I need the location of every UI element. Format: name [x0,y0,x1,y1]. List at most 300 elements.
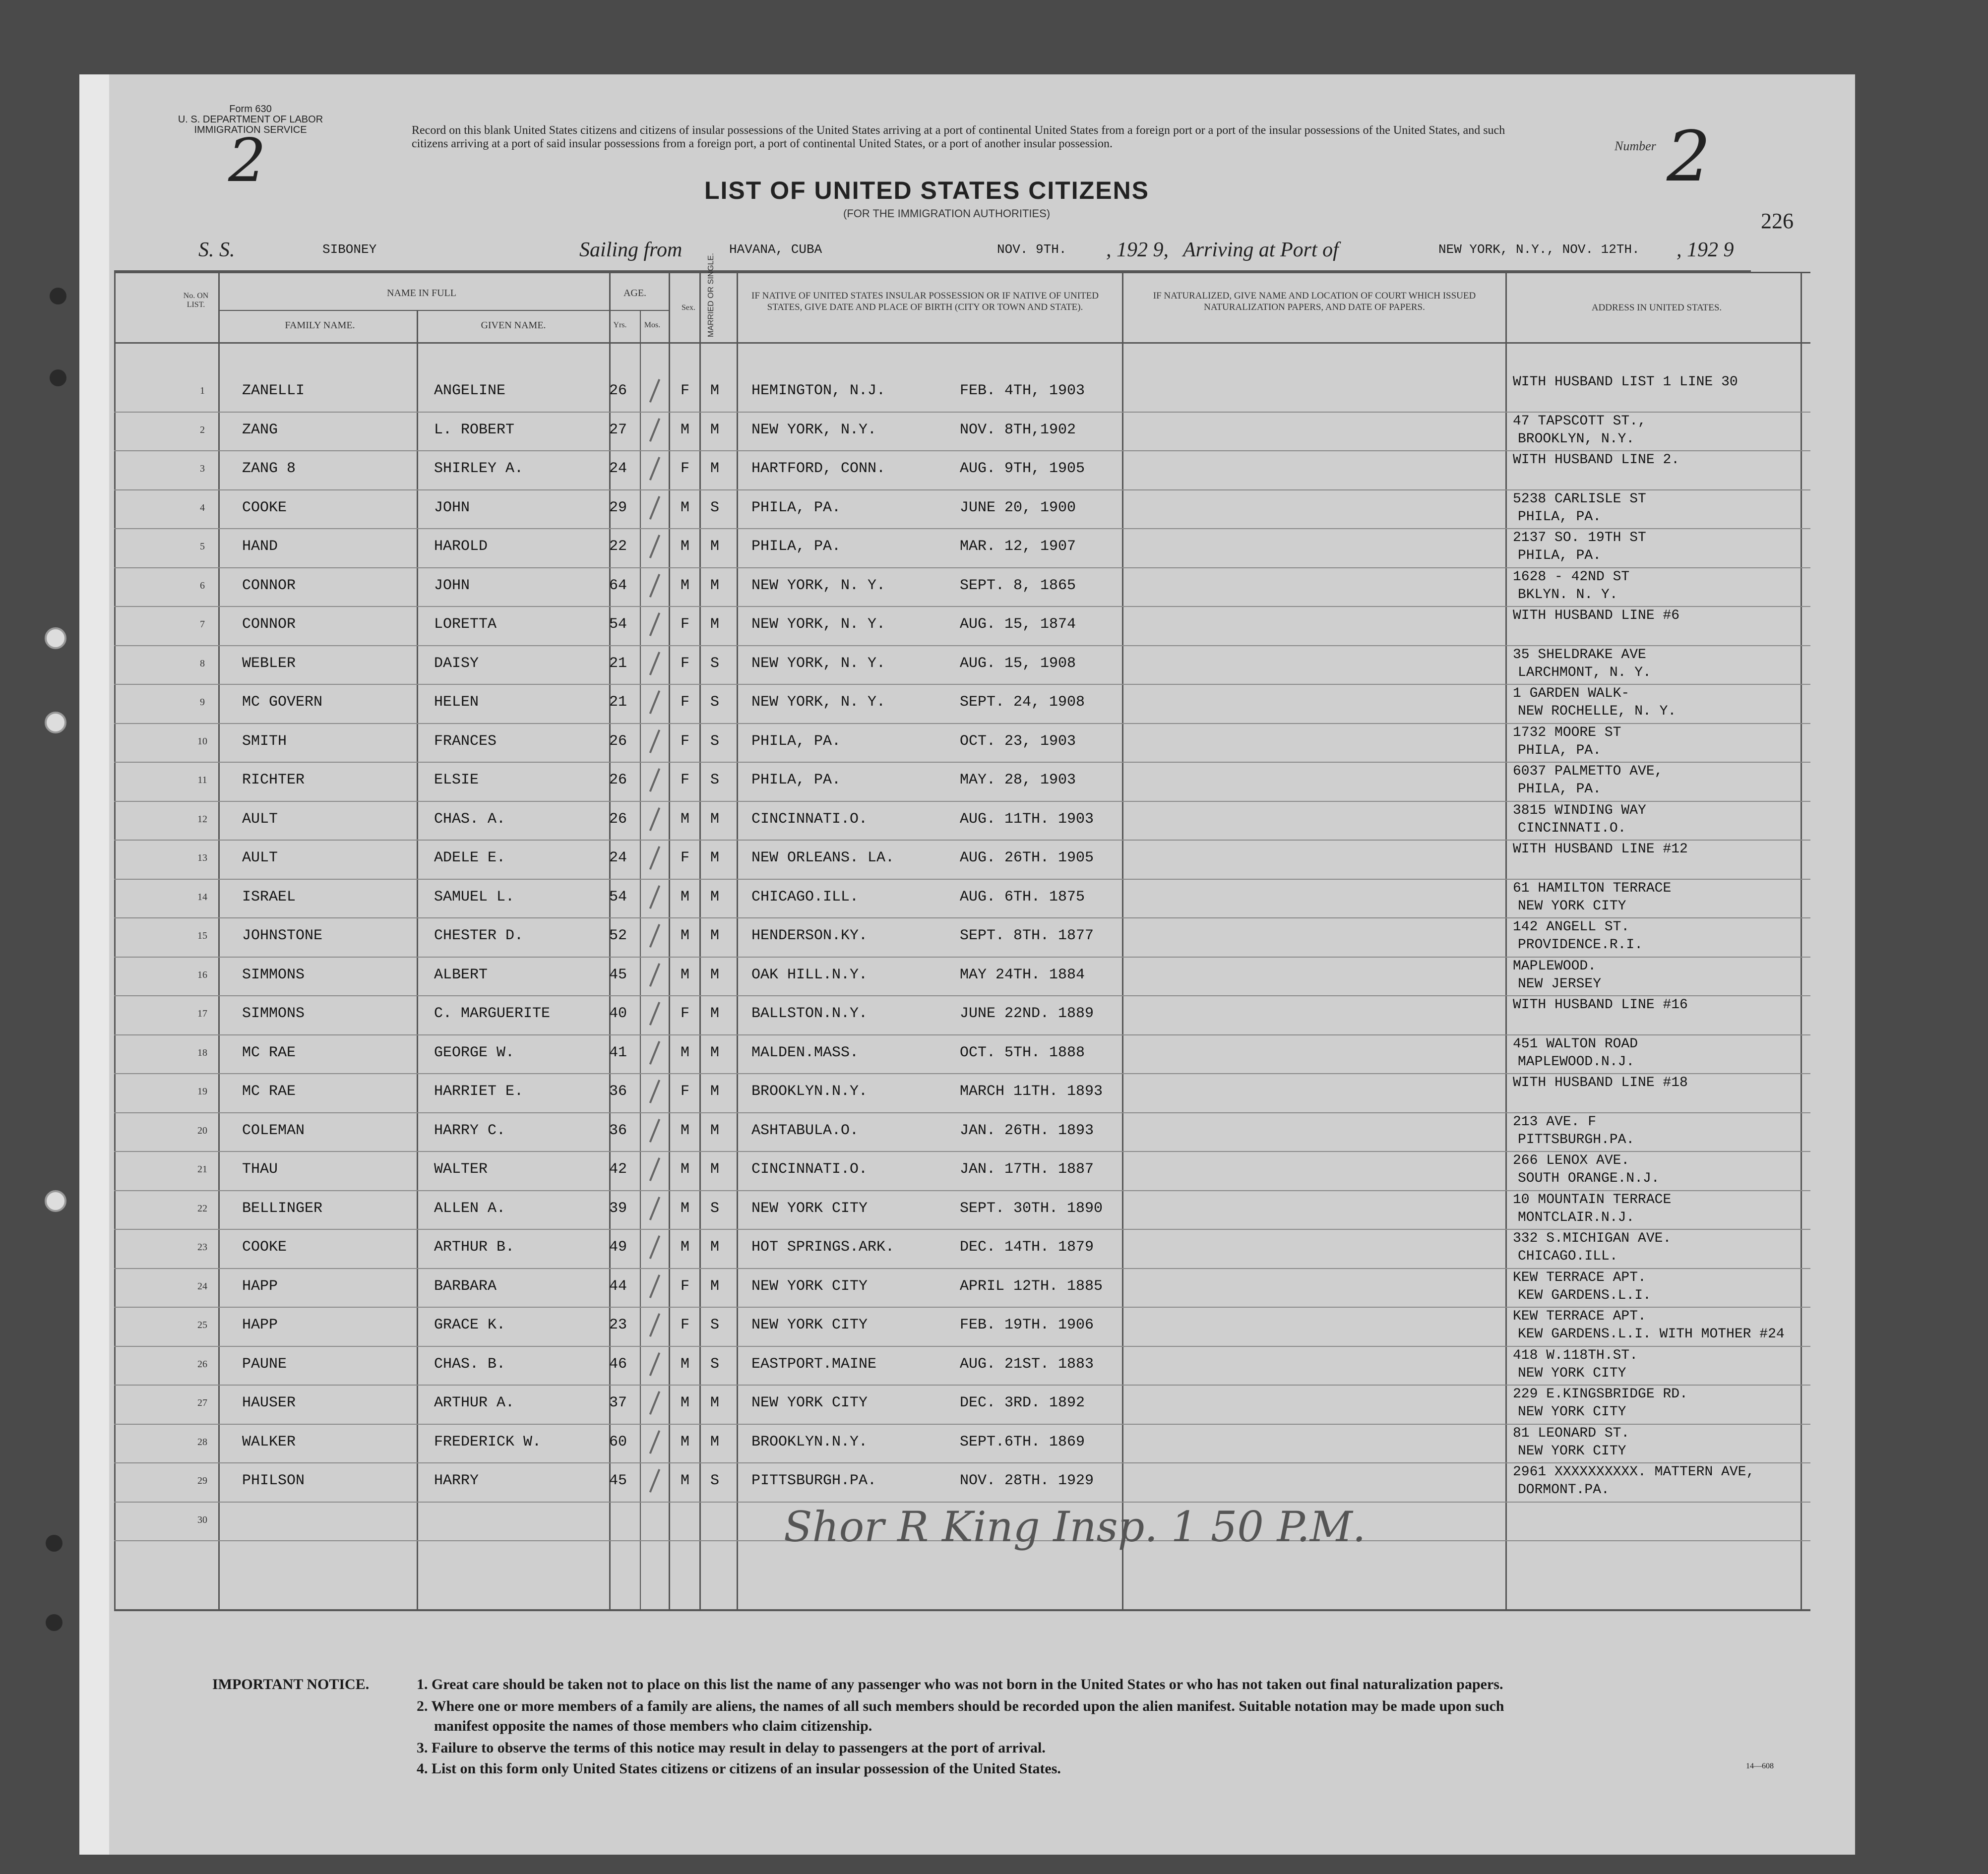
given-name: ELSIE [434,772,479,788]
table-row [0,1075,1988,1114]
sex: F [681,849,690,866]
age-years: 36 [609,1122,627,1139]
address-line-1: 418 W.118TH.ST. [1513,1347,1638,1363]
marital-status: M [710,421,720,438]
notice-item-2-cont: manifest opposite the names of those members who claim citizenship. [434,1718,872,1734]
sex: M [681,538,690,555]
checkmark-icon [649,924,660,948]
table-row [0,1036,1988,1075]
table-row [0,1387,1988,1425]
birth-place: BROOKLYN.N.Y. [751,1083,868,1100]
birth-date: OCT. 23, 1903 [960,732,1076,750]
checkmark-icon [649,652,660,675]
table-row [0,414,1988,452]
marital-status: S [710,1472,720,1489]
row-rule [114,1462,1810,1463]
checkmark-icon [649,496,660,520]
birth-place: NEW YORK, N. Y. [751,655,886,672]
sex: F [681,772,690,788]
birth-place: BALLSTON.N.Y. [751,1005,868,1022]
family-name: HAPP [242,1277,278,1295]
given-name: HARRY C. [434,1122,506,1139]
address-line-1: 3815 WINDING WAY [1513,802,1646,818]
marital-status: S [710,655,720,672]
address-line-2: NEW ROCHELLE, N. Y. [1518,704,1677,719]
checkmark-icon [649,885,660,909]
col-mos: Mos. [644,321,661,329]
marital-status: S [710,732,720,750]
given-name: ARTHUR B. [434,1239,515,1256]
birth-place: PHILA, PA. [751,538,841,555]
family-name: SIMMONS [242,966,305,983]
marital-status: M [710,966,720,983]
ss-label: S. S. [198,239,235,261]
age-years: 26 [609,382,627,399]
marital-status: S [710,694,720,711]
table-row [0,1114,1988,1153]
birth-date: DEC. 3RD. 1892 [960,1394,1085,1411]
row-rule [114,1151,1810,1152]
age-years: 26 [609,772,627,788]
given-name: CHESTER D. [434,927,524,944]
address-line-1: 2961 XXXXXXXXXX. MATTERN AVE, [1513,1464,1755,1480]
birth-place: NEW YORK, N. Y. [751,577,886,594]
page-subtitle: (FOR THE IMMIGRATION AUTHORITIES) [843,207,1051,220]
row-rule [114,1346,1810,1347]
marital-status: M [710,1277,720,1295]
checkmark-icon [649,379,660,403]
row-rule [114,1073,1810,1074]
birth-date: JAN. 26TH. 1893 [960,1122,1094,1139]
row-rule [114,606,1810,607]
checkmark-icon [649,1002,660,1026]
address-line-2: SOUTH ORANGE.N.J. [1518,1171,1660,1186]
birth-place: HARTFORD, CONN. [751,460,886,477]
table-header-rule [114,342,1810,344]
checkmark-icon [649,1119,660,1143]
birth-date: MAY 24TH. 1884 [960,966,1085,983]
address-line-2: NEW YORK CITY [1518,898,1626,914]
table-row [0,725,1988,764]
address-line-1: 10 MOUNTAIN TERRACE [1513,1192,1672,1208]
birth-date: AUG. 11TH. 1903 [960,810,1094,828]
family-name: SIMMONS [242,1005,305,1022]
address-line-1: 61 HAMILTON TERRACE [1513,880,1672,896]
birth-date: JUNE 22ND. 1889 [960,1005,1094,1022]
checkmark-icon [649,418,660,442]
birth-place: PHILA, PA. [751,499,841,516]
checkmark-icon [649,457,660,481]
birth-place: CHICAGO.ILL. [751,888,859,906]
table-row [0,1192,1988,1231]
birth-date: SEPT. 30TH. 1890 [960,1200,1103,1217]
family-name: SMITH [242,732,287,750]
checkmark-icon [649,1430,660,1454]
line-number: 13 [197,852,207,863]
age-years: 46 [609,1355,627,1373]
address-line-1: MAPLEWOOD. [1513,958,1597,974]
checkmark-icon [649,1313,660,1337]
given-name: CHAS. B. [434,1355,506,1373]
birth-date: AUG. 15, 1908 [960,655,1076,672]
marital-status: M [710,888,720,906]
table-row [0,881,1988,919]
line-number: 30 [197,1514,207,1525]
birth-date: MAY. 28, 1903 [960,772,1076,788]
birth-place: NEW YORK CITY [751,1394,868,1411]
address-line-2: NEW JERSEY [1518,976,1602,992]
row-rule [114,840,1810,841]
birth-date: NOV. 8TH,1902 [960,421,1076,438]
given-name: FREDERICK W. [434,1433,542,1451]
line-number: 27 [197,1397,207,1408]
family-name: CONNOR [242,616,296,633]
binder-hole [50,288,66,304]
row-rule [114,917,1810,918]
sex: F [681,1317,690,1333]
birth-place: HENDERSON.KY. [751,927,868,944]
checkmark-icon [649,768,660,792]
sex: M [681,577,690,594]
line-number: 9 [200,697,205,708]
age-years: 36 [609,1083,627,1100]
birth-place: HOT SPRINGS.ARK. [751,1239,895,1256]
sex: M [681,499,690,516]
age-years: 21 [609,655,627,672]
address-line-1: 1 GARDEN WALK- [1513,686,1630,701]
address-line-1: 229 E.KINGSBRIDGE RD. [1513,1387,1688,1402]
address-line-1: 81 LEONARD ST. [1513,1425,1630,1441]
sailing-label: Sailing from [579,239,683,261]
age-years: 24 [609,460,627,477]
address-line-2: MAPLEWOOD.N.J. [1518,1054,1635,1070]
sex: F [681,616,690,633]
line-number: 26 [197,1358,207,1370]
checkmark-icon [649,574,660,598]
marital-status: M [710,460,720,477]
family-name: ISRAEL [242,888,296,906]
line-number: 24 [197,1280,207,1292]
row-rule [114,1112,1810,1113]
family-name: ZANELLI [242,382,305,399]
age-years: 41 [609,1044,627,1061]
checkmark-icon [649,1391,660,1415]
table-row [0,608,1988,647]
address-line-2: NEW YORK CITY [1518,1443,1626,1459]
given-name: JOHN [434,577,470,594]
line-number: 23 [197,1242,207,1253]
table-bottom-rule [114,1609,1810,1611]
birth-date: APRIL 12TH. 1885 [960,1277,1103,1295]
table-row [0,491,1988,530]
age-years: 60 [609,1433,627,1451]
family-name: THAU [242,1161,278,1178]
address-line-2: PHILA, PA. [1518,782,1602,797]
given-name: BARBARA [434,1277,497,1295]
table-row [0,452,1988,491]
marital-status: S [710,772,720,788]
marital-status: M [710,538,720,555]
line-number: 16 [197,969,207,980]
form-code: 14—608 [1746,1762,1774,1770]
family-name: COOKE [242,499,287,516]
marital-status: M [710,1394,720,1411]
birth-date: AUG. 21ST. 1883 [960,1355,1094,1373]
address-line-1: 213 AVE. F [1513,1114,1597,1130]
given-name: CHAS. A. [434,810,506,828]
page-number: 226 [1761,209,1794,233]
checkmark-icon [649,690,660,714]
given-name: SAMUEL L. [434,888,515,906]
age-years: 26 [609,810,627,828]
age-years: 21 [609,694,627,711]
checkmark-icon [649,1157,660,1181]
line-number: 28 [197,1436,207,1448]
address-line-2: KEW GARDENS.L.I. WITH MOTHER #24 [1518,1327,1785,1342]
address-line-1: 47 TAPSCOTT ST., [1513,413,1646,429]
number-label: Number [1615,139,1656,153]
notice-heading: IMPORTANT NOTICE. [212,1676,370,1693]
birth-date: FEB. 19TH. 1906 [960,1317,1094,1333]
address-line-2: DORMONT.PA. [1518,1482,1610,1498]
arriving-label: Arriving at Port of [1183,239,1339,261]
sex: M [681,1239,690,1256]
family-name: JOHNSTONE [242,927,323,944]
birth-place: NEW YORK CITY [751,1317,868,1333]
arrival-port-date: NEW YORK, N.Y., NOV. 12TH. [1438,242,1640,257]
line-number: 11 [197,775,207,786]
family-name: ZANG 8 [242,460,296,477]
family-name: AULT [242,849,278,866]
address-line-1: WITH HUSBAND LINE #6 [1513,608,1680,623]
row-rule [114,684,1810,685]
marital-status: M [710,810,720,828]
address-line-2: BKLYN. N. Y. [1518,587,1618,603]
checkmark-icon [649,1469,660,1493]
family-name: HAND [242,538,278,555]
birth-place: NEW YORK, N. Y. [751,616,886,633]
sex: F [681,382,690,399]
address-line-2: KEW GARDENS.L.I. [1518,1287,1651,1303]
family-name: CONNOR [242,577,296,594]
row-rule [114,1424,1810,1425]
table-row [0,569,1988,608]
age-subheader-rule [609,310,669,311]
sex: F [681,1005,690,1022]
birth-date: SEPT. 8TH. 1877 [960,927,1094,944]
birth-place: PHILA, PA. [751,772,841,788]
age-years: 54 [609,888,627,906]
age-years: 49 [609,1239,627,1256]
line-number: 20 [197,1125,207,1136]
given-name: LORETTA [434,616,497,633]
address-line-2: CINCINNATI.O. [1518,820,1626,836]
line-number: 1 [200,385,205,396]
given-name: SHIRLEY A. [434,460,524,477]
family-name: ZANG [242,421,278,438]
address-line-1: 266 LENOX AVE. [1513,1153,1630,1168]
birth-date: AUG. 9TH, 1905 [960,460,1085,477]
table-row [0,959,1988,997]
address-line-2: NEW YORK CITY [1518,1365,1626,1381]
address-line-1: 5238 CARLISLE ST [1513,491,1646,507]
address-line-1: 6037 PALMETTO AVE, [1513,764,1663,779]
row-rule [114,1229,1810,1230]
given-name: FRANCES [434,732,497,750]
address-line-1: 2137 SO. 19TH ST [1513,530,1646,545]
row-rule [114,723,1810,724]
address-line-1: 332 S.MICHIGAN AVE. [1513,1231,1672,1246]
given-name: C. MARGUERITE [434,1005,551,1022]
family-name: MC RAE [242,1083,296,1100]
age-years: 29 [609,499,627,516]
checkmark-icon [649,963,660,987]
birth-place: HEMINGTON, N.J. [751,382,886,399]
inspector-signature: Shor R King Insp. 1 50 P.M. [784,1503,1366,1551]
birth-date: NOV. 28TH. 1929 [960,1472,1094,1489]
line-number: 14 [197,891,207,903]
sailing-year: , 192 9, [1106,239,1169,261]
table-top-rule [114,272,1810,273]
birth-place: PITTSBURGH.PA. [751,1472,877,1489]
marital-status: M [710,382,720,399]
family-name: HAPP [242,1317,278,1333]
age-years: 42 [609,1161,627,1178]
address-line-1: WITH HUSBAND LIST 1 LINE 30 [1513,374,1738,390]
birth-date: MARCH 11TH. 1893 [960,1083,1103,1100]
birth-place: ASHTABULA.O. [751,1122,859,1139]
record-instructions: Record on this blank United States citizens and citizens of insular possessions of the United States arriving at a port of continental United States from a foreign port or a port of the insular possessions of the United States, and such citizens arriving at a port of said insular possessions from a foreign port, a port of continental United States, or a port of another insular possession. [412,124,1505,150]
family-name: COOKE [242,1239,287,1256]
line-number: 15 [197,930,207,941]
line-number: 21 [197,1164,207,1175]
address-line-2: PHILA, PA. [1518,548,1602,563]
address-line-1: KEW TERRACE APT. [1513,1269,1646,1285]
row-rule [114,1307,1810,1308]
given-name: ADELE E. [434,849,506,866]
marital-status: M [710,1161,720,1178]
birth-place: BROOKLYN.N.Y. [751,1433,868,1451]
marital-status: M [710,927,720,944]
age-years: 23 [609,1317,627,1333]
number-value: 2 [1667,117,1711,197]
line-number: 17 [197,1008,207,1019]
marital-status: S [710,1200,720,1217]
given-name: L. ROBERT [434,421,515,438]
table-row [0,764,1988,802]
marital-status: S [710,1355,720,1373]
table-row [0,530,1988,569]
age-years: 37 [609,1394,627,1411]
checkmark-icon [649,1274,660,1298]
address-line-2: PITTSBURGH.PA. [1518,1132,1635,1148]
marital-status: M [710,577,720,594]
birth-place: NEW ORLEANS. LA. [751,849,895,866]
given-name: HARRIET E. [434,1083,524,1100]
arrival-year: , 192 9 [1677,239,1734,261]
family-name: WEBLER [242,655,296,672]
sex: M [681,421,690,438]
row-rule [114,1268,1810,1269]
checkmark-icon [649,1080,660,1103]
family-name: COLEMAN [242,1122,305,1139]
col-no: No. ON LIST. [183,292,209,309]
given-name: ALLEN A. [434,1200,506,1217]
family-name: MC GOVERN [242,694,323,711]
row-rule [114,412,1810,413]
line-number: 2 [200,424,205,435]
line-number: 10 [197,735,207,747]
marital-status: M [710,616,720,633]
row-rule [114,450,1810,451]
checkmark-icon [649,535,660,558]
col-age: AGE. [623,288,647,299]
given-name: HELEN [434,694,479,711]
row-rule [114,1385,1810,1386]
family-name: WALKER [242,1433,296,1451]
address-line-1: WITH HUSBAND LINE #12 [1513,842,1688,857]
checkmark-icon [649,1197,660,1220]
birth-date: FEB. 4TH, 1903 [960,382,1085,399]
birth-date: JUNE 20, 1900 [960,499,1076,516]
row-rule [114,801,1810,802]
sex: M [681,810,690,828]
birth-date: MAR. 12, 1907 [960,538,1076,555]
birth-date: SEPT. 8, 1865 [960,577,1076,594]
birth-place: CINCINNATI.O. [751,810,868,828]
family-name: RICHTER [242,772,305,788]
corner-handwritten-number: 2 [228,126,266,195]
sex: F [681,460,690,477]
notice-item-1: 1. Great care should be taken not to place on this list the name of any passenger who was not born in the United States or who has not taken out final naturalization papers. [417,1676,1503,1693]
age-years: 24 [609,849,627,866]
birth-place: EASTPORT.MAINE [751,1355,877,1373]
given-name: ANGELINE [434,382,506,399]
checkmark-icon [649,1235,660,1259]
row-rule [114,645,1810,646]
age-years: 45 [609,966,627,983]
address-line-1: 451 WALTON ROAD [1513,1036,1638,1052]
line-number: 8 [200,658,205,669]
family-name: PAUNE [242,1355,287,1373]
sex: M [681,1433,690,1451]
marital-status: S [710,499,720,516]
table-row [0,647,1988,686]
line-number: 18 [197,1047,207,1058]
age-years: 54 [609,616,627,633]
row-rule [114,489,1810,490]
family-name: PHILSON [242,1472,305,1489]
address-line-2: PHILA, PA. [1518,742,1602,758]
table-row [0,842,1988,880]
checkmark-icon [649,1352,660,1376]
sex: F [681,694,690,711]
age-years: 44 [609,1277,627,1295]
birth-place: NEW YORK, N. Y. [751,694,886,711]
line-number: 7 [200,619,205,630]
row-rule [114,528,1810,529]
table-row [0,1426,1988,1464]
col-married-single: MARRIED OR SINGLE. [707,253,715,337]
row-rule [114,567,1810,568]
col-address: ADDRESS IN UNITED STATES. [1591,302,1722,313]
marital-status: M [710,1005,720,1022]
notice-item-4: 4. List on this form only United States citizens or citizens of an insular possession of the United States. [417,1760,1061,1777]
address-line-2: BROOKLYN, N.Y. [1518,431,1635,447]
given-name: WALTER [434,1161,488,1178]
address-line-2: PROVIDENCE.R.I. [1518,937,1643,953]
sex: F [681,732,690,750]
